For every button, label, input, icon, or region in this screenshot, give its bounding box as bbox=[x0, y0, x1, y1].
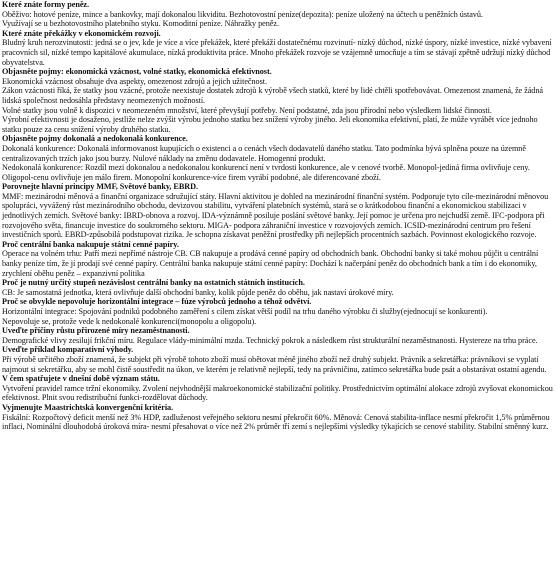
answer-paragraph: Ekonomická vzácnost obsahuje dva aspekty, omezenost zdrojů a jejich užitečnost. bbox=[2, 76, 267, 86]
answer-paragraph: Vytvoření pravidel ramce tržní ekonomiky. Zvolení nejvhodnější makroekonomické stabilizační politiky. Prostřednictvím optimální alokace zdrojů zvyšovat ekonomickou efektivnost. Plnit svou redistribuční funkci-rozdělovat důchody. bbox=[2, 383, 553, 403]
question-section bbox=[2, 374, 555, 403]
question-heading: Porovnejte hlavní principy MMF, Světové banky, EBRD. bbox=[2, 182, 198, 192]
question-section bbox=[2, 134, 555, 182]
answer-paragraph: Bludný kruh nerozvinutosti: jedná se o jev, kde je více a více překážek, které překáží dostatečnému rozvinutí- nízký důchod, nízké úspory, nízké investice, nízké vybavení pracovních sil, nízké tempo kapitálové akumulace, nízká produktivita práce. Mnoho překážek rozvoje se vzájemně umocňuje a tím se stávají zpětně udržují nízký důchod obyvatelstva. bbox=[2, 38, 552, 67]
answer-paragraph: CB: Je samostatná jednotka, která ovlivňuje další obchodní banky, kolik půjde peněz do oběhu, jak nastaví úrokové míry. bbox=[2, 287, 394, 297]
question-heading: Proč je nutný určitý stupeň nezávislost centrální banky na ostatních státních institucích. bbox=[2, 278, 305, 288]
answer-paragraph: Výrobní efektivnosti je dosaženo, jestliže nelze zvýšit výrobu jednoho statku bez snížení výroby jiného. Jeli ekonomika efektivní, platí, že může vyrábět více jednoho statku pouze za cenu snížení výroby druhého statku. bbox=[2, 115, 538, 134]
question-heading: Proč centrální banka nakupuje státní cenné papíry. bbox=[2, 239, 179, 249]
answer-paragraph: MMF: mezinárodní měnová a finanční organizace sdružující státy. Hlavní aktivitou je dohled na mezinárodní finanční systém. Podporuje tyto cíle-mezinárodní měnovou spolupráci, vyvážený růst mezinárodního obchodu, devizovou stabilitu, vytváření platebních systémů, stará se o krátkodobou finanční a ekonomickou stabilizaci v jednotlivých zemích. Světové banky: IBRD-obnova a rozvoj. IDA-význámně posiluje poslání světové banky. Její pomoc je určena pro nejchudší země. IFC-podpora při rozvojového světa, financuje investice do soukromého sektoru. MIGA- podpora záhraniční investice v rozvojových zemích. ICSID-mezinárodní centrum pro řešení investičních sporů. EBRD-způsobilá podstupovat rizika. Je schopna získavat peněžní prostředky při nejlepších procentních sazbách. Povinnost ekologického rozvoje. bbox=[2, 191, 549, 240]
question-heading: Uveďte příklad komparativní výhody. bbox=[2, 345, 134, 355]
question-section bbox=[2, 403, 555, 432]
question-heading: Objasněte pojmy: ekonomická vzácnost, volné statky, ekonomická efektivnost. bbox=[2, 67, 272, 77]
answer-paragraph: Operace na volném trhu: Patří mezi nepřímé nástroje CB. CB nakupuje a prodává cenné papíry od obchodních bank. Obchodní banky si také mohou půjčit u centrální banky peníze tím, že jí prodají své cenné papíry. Centrální banka nakupuje státní cenné papíry: Dochází k načerpání peněz do obchodních bank a tím i do ekonomiky, zrychlení oběhu peněz – expanzivní politika bbox=[2, 249, 539, 278]
answer-paragraph: Horizontální integrace: Spojování podniků podobného zaměření s cílem získat větší podíl na trhu daného výrobku či služby(ejednocují se konkurenti). bbox=[2, 307, 488, 316]
answer-paragraph: Oběživo: hotové peníze, mince a bankovky, mají dokonalou likviditu. Bezhotovostní peníze(depozita): peníze uložený na účtech u peněžních ústavů. bbox=[2, 9, 483, 19]
question-section bbox=[2, 345, 555, 374]
question-section bbox=[2, 240, 555, 278]
question-section bbox=[2, 29, 555, 67]
question-section bbox=[2, 0, 555, 29]
answer-paragraph: Dokonalá konkurence: Dokonalá informovanost kupujících o existenci a o cenách všech dodavatelů daného statku. Tato podmínka bývá splněna pouze na územně centralizovaných trzích jako jsou burzy. Nulové náklady na změnu dodavatele. Homogenní produkt. bbox=[2, 143, 526, 163]
question-heading: Které znáte překážky v ekonomickém rozvoji. bbox=[2, 28, 161, 38]
question-section bbox=[2, 182, 555, 240]
question-heading: V čem spatřujete v dnešní době význam státu. bbox=[2, 374, 160, 384]
question-heading: Které znáte formy peněz. bbox=[2, 0, 90, 9]
question-heading: Vyjmenujte Maastrichtská konvergenční kritéria. bbox=[2, 402, 174, 412]
question-section bbox=[2, 278, 555, 297]
answer-paragraph: Demografické vlivy zesilují frikční míru. Regulace vlády-minimální mzda. Technický pokrok a následkem růst strukturální nezaměstnanosti. Hystereze na trhu práce. bbox=[2, 335, 538, 345]
question-heading: Uveďte příčiny růstu přirozené míry nezaměstnanosti. bbox=[2, 326, 190, 336]
question-section bbox=[2, 297, 555, 326]
question-section bbox=[2, 67, 555, 134]
answer-paragraph: Využívají se u bezhotovostního platebního styku. Komoditní peníze. Náhražky peněz. bbox=[2, 19, 279, 29]
answer-paragraph: Zákon vzácnosti říká, že statky jsou vzácné, protože neexistuje dostatek zdrojů k výrobě všech statků, které by lidé chtěli spotřebovávat. Omezenost znamená, že žádná lidská společnost nedosáhla představy neomezených možností. bbox=[2, 86, 543, 105]
answer-paragraph: Fiskální: Rozpočtový deficit menší než 3% HDP, zadluženost veřejného sektoru nesmí překročit 60%. Měnová: Cenová stabilita-inflace nesmí překročit 1,5% průměrnou inflaci, Nominální dlouhodobá úroková míra- nesmí přesahovat o více než 2% průměr tří zemí s nejlepšími výsledky týkajících se cenové stability. Stabilní směnný kurz. bbox=[2, 412, 550, 432]
answer-paragraph: Nepovoluje se, protože vede k nedokonalé konkurenci(monopolu a oligopolu). bbox=[2, 316, 257, 326]
answer-paragraph: Nedokonalá konkurence: Rozdíl mezi dokonalou a nedokonalou konkurencí není v tvrdosti konkurence, ale v cenové tvorbě. Monopol-jediná firma ovlivňuje ceny. Oligopol-cenu ovlivňuje jen málo firem. Monopolní konkurence-více firem vyrábí podobné, ale diferencované zboží. bbox=[2, 163, 530, 182]
answer-paragraph: Volné statky jsou volně k dispozici v neomezeném množství, které převyšují potřeby. Není podstatné, zda jsou přírodní nebo výsledkem lidské činnosti. bbox=[2, 105, 492, 115]
question-heading: Proč se obvykle nepovoluje horizontální integrace – fúze výrobců jednoho a téhož odvětví. bbox=[2, 297, 312, 307]
answer-paragraph: Při výrobě určitého zboží znamená, že subjekt při výrobě tohoto zboží musí obětovat méně jiného zboží než druhý subjekt. Právník a sekretářka: právníkovi se vyplatí najmout si sekretářku, aby se mohl čistě soustředit na úkon, ve kterém je relativně nejlepší, tedy na právničinu, zatímco sekretářka bude psát a obstarávat ostatní agendu. bbox=[2, 354, 547, 374]
question-section bbox=[2, 326, 555, 345]
question-heading: Objasněte pojmy dokonalá a nedokonalá konkurence. bbox=[2, 134, 188, 144]
